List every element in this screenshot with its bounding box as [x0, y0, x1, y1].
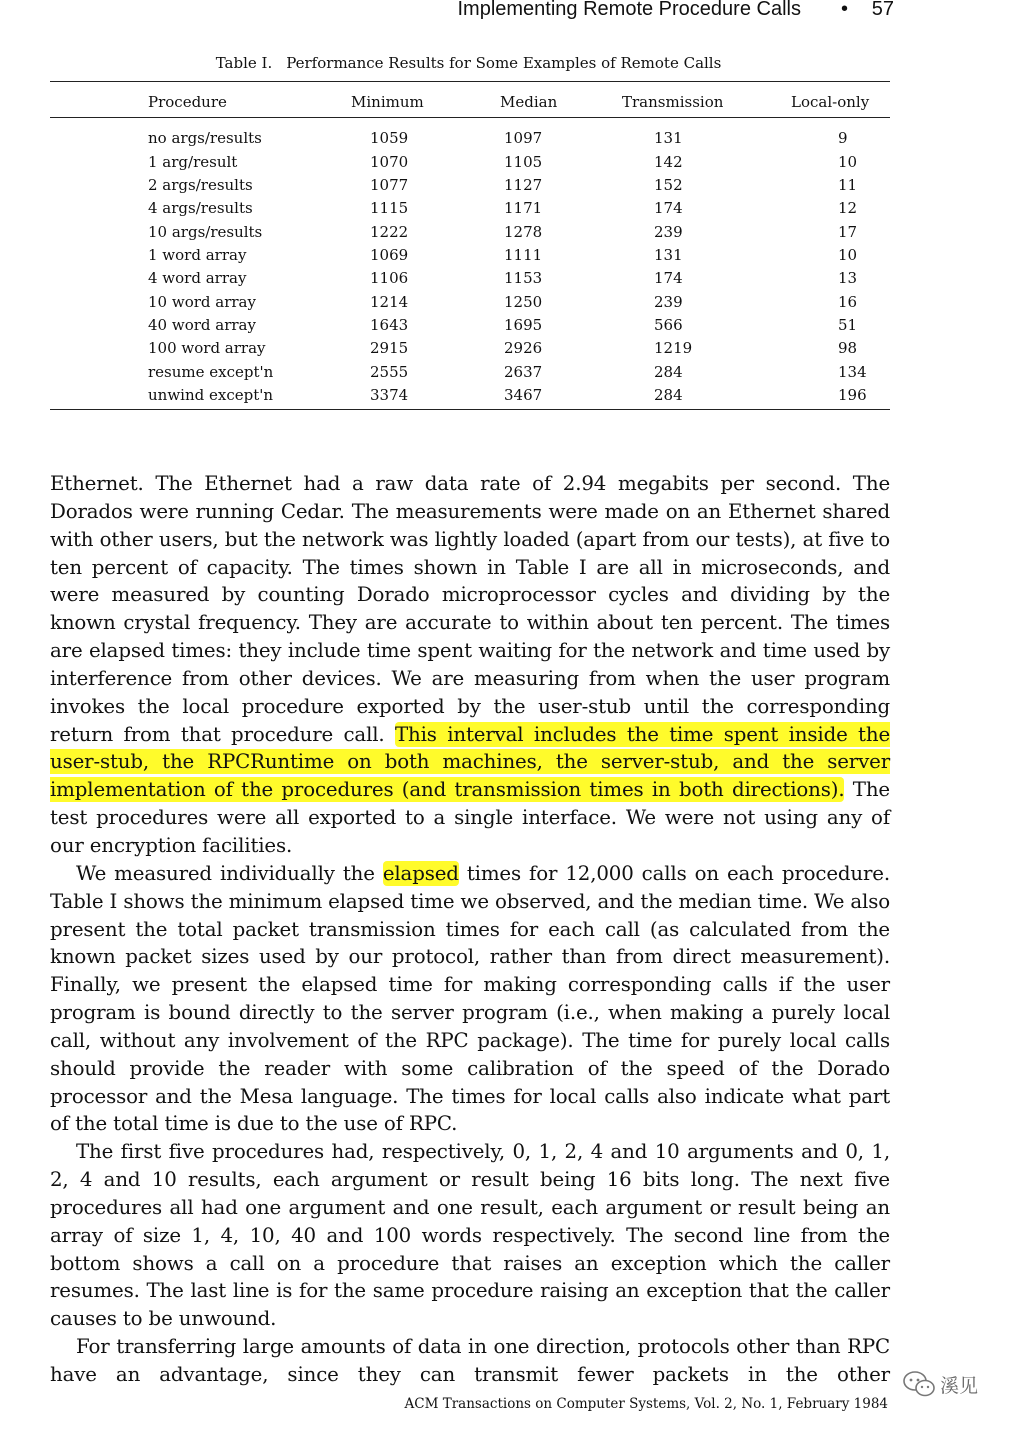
cell-transmission: 174 [654, 199, 683, 218]
cell-minimum: 1077 [370, 175, 409, 194]
cell-transmission: 284 [654, 362, 683, 381]
table-row [50, 384, 890, 407]
cell-procedure: 10 word array [148, 292, 256, 311]
cell-median: 1127 [504, 175, 543, 194]
wechat-icon [902, 1370, 936, 1398]
table-header-row [50, 87, 890, 117]
cell-median: 1153 [504, 269, 543, 288]
cell-median: 2926 [504, 339, 543, 358]
cell-procedure: unwind except'n [148, 385, 274, 404]
cell-transmission: 1219 [654, 339, 693, 358]
body-text [50, 470, 890, 1389]
paragraph-3: The first five procedures had, respectively, 0, 1, 2, 4 and 10 arguments and 0, 1, 2, 4 and 10 results, each argument or result being 16 bits long. The next five procedures all had one argument and one result, each argument or result being an array of size 1, 4, 10, 40 and 100 words respectively. The second line from the bottom shows a call on a procedure that raises an exception which the caller resumes. The last line is for the same procedure raising an exception that the caller causes to be unwound. [50, 1140, 890, 1331]
table-row [50, 150, 890, 173]
cell-minimum: 1070 [370, 152, 409, 171]
cell-minimum: 1214 [370, 292, 409, 311]
cell-median: 1111 [504, 245, 543, 264]
journal-citation: ACM Transactions on Computer Systems, Vol. 2, No. 1, February 1984 [404, 1396, 888, 1412]
cell-transmission: 174 [654, 269, 683, 288]
column-header-minimum: Minimum [351, 93, 424, 111]
cell-procedure: 1 arg/result [148, 152, 238, 171]
table-row [50, 337, 890, 360]
cell-procedure: resume except'n [148, 362, 274, 381]
cell-local-only: 13 [838, 269, 858, 288]
cell-transmission: 131 [654, 129, 683, 148]
table-caption [0, 54, 937, 72]
table-title: Performance Results for Some Examples of Remote Calls [286, 54, 722, 72]
cell-local-only: 134 [838, 362, 867, 381]
cell-procedure: 4 word array [148, 269, 247, 288]
cell-local-only: 11 [838, 175, 858, 194]
paragraph-4: For transferring large amounts of data in one direction, protocols other than RPC have an advantage, since they can transmit fewer packets in the other [50, 1335, 890, 1386]
cell-median: 3467 [504, 385, 543, 404]
table-row [50, 174, 890, 197]
cell-local-only: 12 [838, 199, 858, 218]
table-row [50, 360, 890, 383]
cell-local-only: 10 [838, 245, 858, 264]
table-bottom-rule [50, 409, 890, 410]
column-header-local-only: Local-only [791, 93, 870, 111]
cell-transmission: 131 [654, 245, 683, 264]
running-header [0, 0, 894, 21]
cell-local-only: 196 [838, 385, 867, 404]
cell-median: 1097 [504, 129, 543, 148]
cell-transmission: 239 [654, 292, 683, 311]
cell-local-only: 98 [838, 339, 858, 358]
cell-median: 1695 [504, 315, 543, 334]
cell-transmission: 152 [654, 175, 683, 194]
cell-median: 1278 [504, 222, 543, 241]
header-separator: • [840, 0, 848, 20]
watermark-text: 溪见 [940, 1374, 979, 1397]
cell-procedure: 1 word array [148, 245, 247, 264]
table-row [50, 197, 890, 220]
cell-procedure: 100 word array [148, 339, 266, 358]
cell-minimum: 1643 [370, 315, 409, 334]
watermark [902, 1370, 978, 1398]
cell-median: 1105 [504, 152, 543, 171]
cell-transmission: 284 [654, 385, 683, 404]
table-row [50, 244, 890, 267]
table-row [50, 127, 890, 150]
paragraph-2-text-a: We measured individually the [76, 861, 383, 885]
performance-table [50, 87, 890, 407]
paragraph-2-text-b: times for 12,000 calls on each procedure. Table I shows the minimum elapsed time we observed, and the median time. We also present the total packet transmission times for each call (as calculated from the known packet sizes used by our protocol, rather than from direct measurement). Finally, we present the elapsed time for making corresponding calls if the user program is bound directly to the server program (i.e., when making a purely local call, without any involvement of the RPC package). The time for purely local calls should provide the reader with some calibration of the speed of the Dorado processor and the Mesa language. The times for local calls also indicate what part of the total time is due to the use of RPC. [50, 861, 890, 1136]
highlighted-word: elapsed [382, 861, 459, 885]
cell-median: 1250 [504, 292, 543, 311]
table-row [50, 290, 890, 313]
running-title: Implementing Remote Procedure Calls [457, 0, 801, 20]
cell-procedure: 2 args/results [148, 175, 253, 194]
highlighted-passage: This interval includes the time spent inside the user-stub, the RPCRuntime on both machines, the server-stub, and the server implementation of the procedures (and transmission times in both directions). [50, 722, 890, 802]
table-row [50, 314, 890, 337]
cell-procedure: 4 args/results [148, 199, 253, 218]
table-row [50, 267, 890, 290]
cell-local-only: 9 [838, 129, 848, 148]
cell-minimum: 1106 [370, 269, 409, 288]
cell-local-only: 51 [838, 315, 858, 334]
cell-local-only: 17 [838, 222, 858, 241]
paragraph-1 [50, 470, 890, 860]
paragraph-1-text-b: The test procedures were all exported to a single interface. We were not using any of our encryption facilities. [50, 778, 890, 857]
cell-minimum: 1069 [370, 245, 409, 264]
cell-transmission: 566 [654, 315, 683, 334]
cell-transmission: 142 [654, 152, 683, 171]
cell-transmission: 239 [654, 222, 683, 241]
cell-procedure: 40 word array [148, 315, 256, 334]
column-header-median: Median [500, 93, 558, 111]
paragraph-2 [50, 860, 890, 1138]
column-header-transmission: Transmission [622, 93, 724, 111]
cell-procedure: 10 args/results [148, 222, 263, 241]
column-header-procedure: Procedure [148, 93, 227, 111]
cell-minimum: 2555 [370, 362, 409, 381]
table-top-rule [50, 81, 890, 82]
cell-minimum: 3374 [370, 385, 409, 404]
table-row [50, 220, 890, 243]
cell-minimum: 1059 [370, 129, 409, 148]
table-label: Table I. [215, 54, 273, 72]
cell-procedure: no args/results [148, 129, 262, 148]
cell-minimum: 1222 [370, 222, 409, 241]
paragraph-1-text-a: Ethernet. The Ethernet had a raw data rate of 2.94 megabits per second. The Dorados were running Cedar. The measurements were made on an Ethernet shared with other users, but the network was lightly loaded (apart from our tests), at five to ten percent of capacity. The times shown in Table I are all in microseconds, and were measured by counting Dorado microprocessor cycles and dividing by the known crystal frequency. They are accurate to within about ten percent. The times are elapsed times: they include time spent waiting for the network and time used by interference from other devices. We are measuring from when the user program invokes the local procedure exported by the user-stub until the corresponding return from that procedure call. [50, 472, 890, 746]
cell-median: 1171 [504, 199, 543, 218]
cell-local-only: 10 [838, 152, 858, 171]
cell-local-only: 16 [838, 292, 858, 311]
cell-minimum: 1115 [370, 199, 409, 218]
cell-median: 2637 [504, 362, 543, 381]
page-number: 57 [871, 0, 894, 20]
cell-minimum: 2915 [370, 339, 409, 358]
